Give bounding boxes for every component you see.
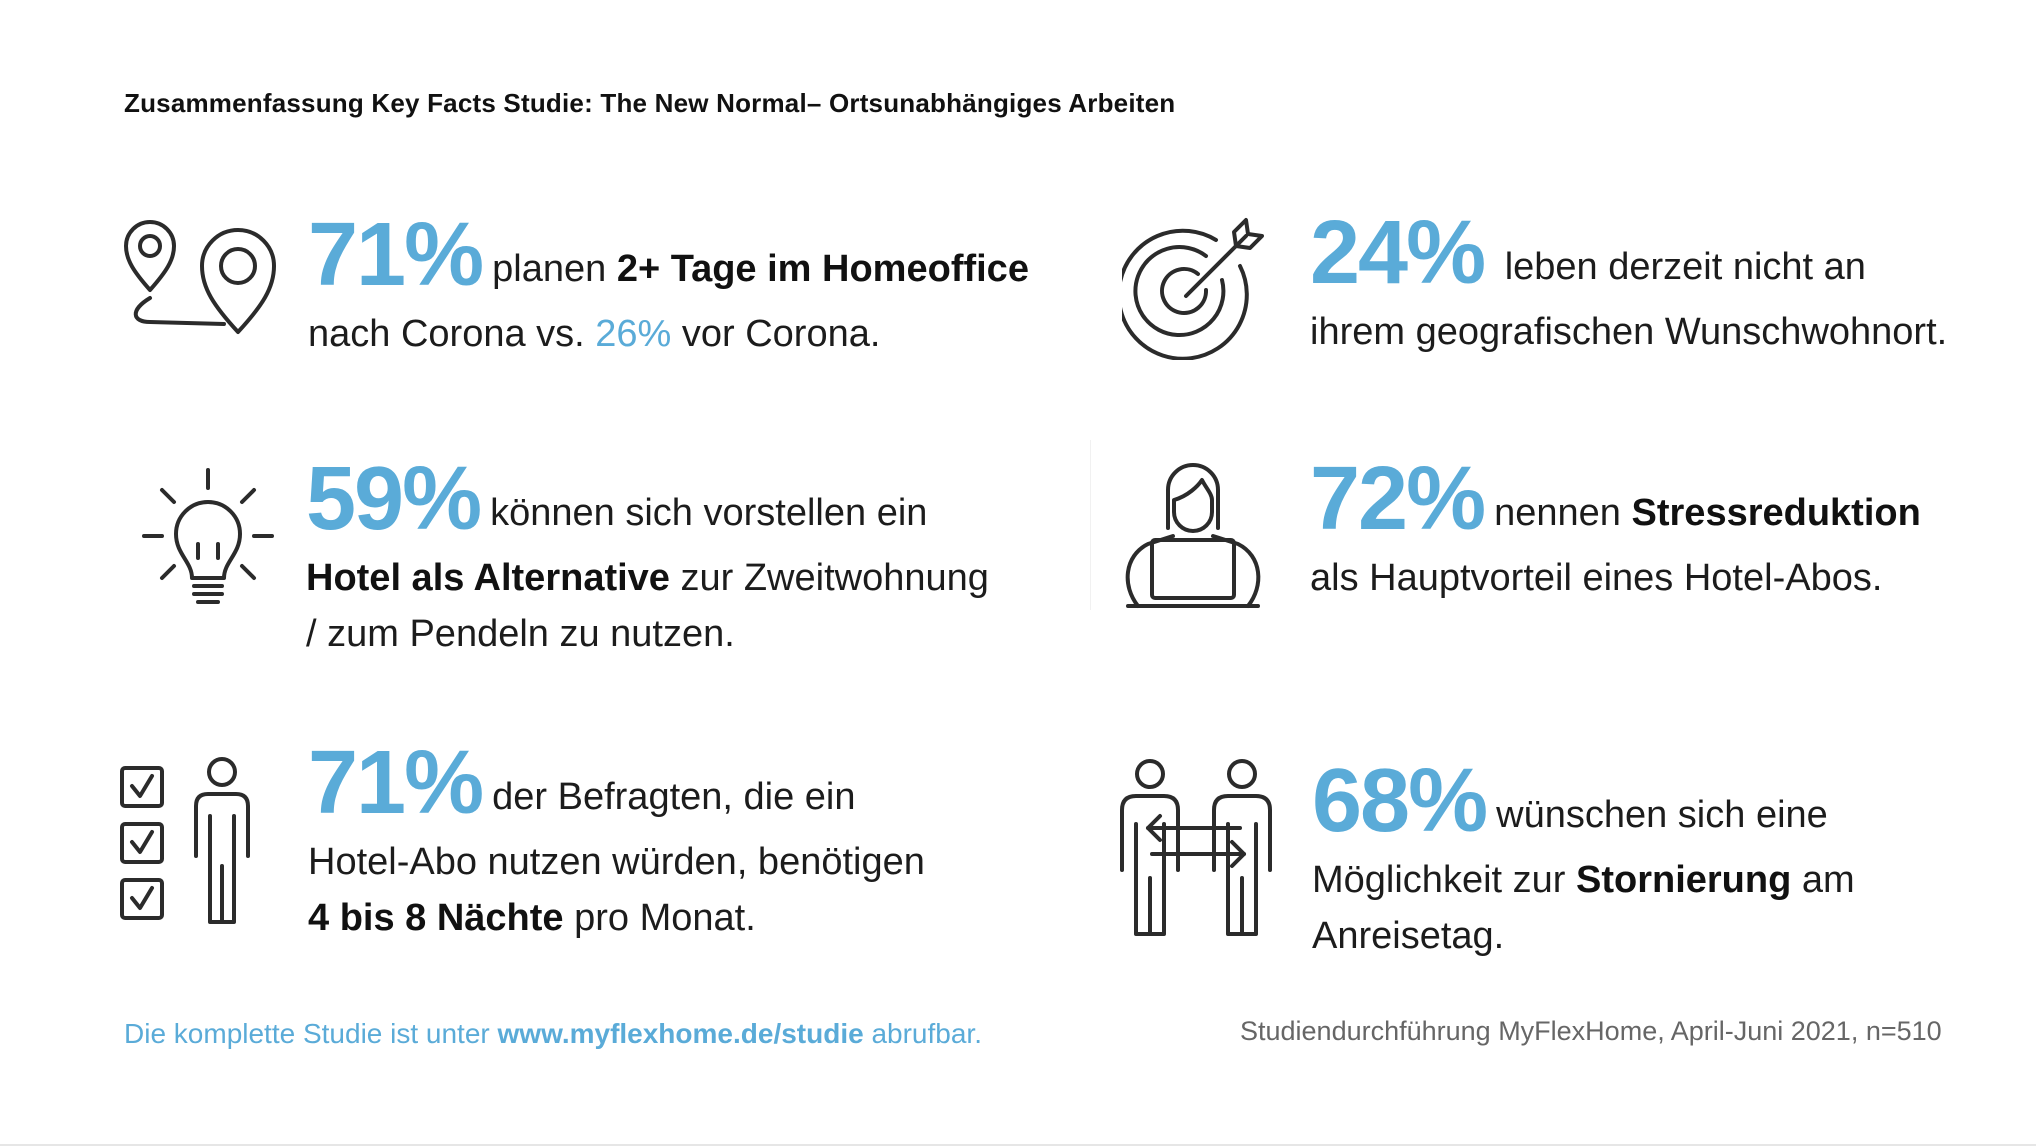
fact-text: wünschen sich eine (1496, 794, 1828, 836)
fact-text: nach Corona vs. (308, 313, 596, 355)
fact-text: als Hauptvorteil eines Hotel-Abos. (1310, 557, 1883, 599)
fact-highlight: Stornierung (1575, 859, 1792, 901)
footer-text: Die komplette Studie ist unter (124, 1018, 498, 1049)
people-exchange-icon (1108, 758, 1284, 938)
fact-hotel-alternative (306, 449, 989, 662)
fact-highlight: 2+ Tage im Homeoffice (616, 248, 1029, 290)
fact-text: leben derzeit nicht an (1494, 246, 1866, 288)
fact-text: Hotel-Abo nutzen würden, benötigen (308, 841, 925, 883)
fact-highlight: Stressreduktion (1631, 492, 1921, 534)
footer-study-link-note (124, 1018, 982, 1050)
fact-percent: 71% (308, 205, 483, 305)
fact-percent: 72% (1310, 449, 1485, 549)
target-arrow-icon (1122, 210, 1272, 360)
person-laptop-icon (1118, 456, 1268, 612)
fact-percent: 71% (308, 733, 483, 833)
lightbulb-icon (140, 466, 276, 612)
fact-wunschwohnort (1310, 203, 1948, 360)
page-title: Zusammenfassung Key Facts Studie: The New Normal– Ortsunabhängiges Arbeiten (124, 88, 1176, 118)
fact-percent: 68% (1312, 751, 1487, 851)
fact-text: zur Zweitwohnung (669, 557, 989, 599)
fact-text: der Befragten, die ein (492, 776, 856, 818)
footer-text: abrufbar. (863, 1018, 982, 1049)
fact-text: können sich vorstellen ein (490, 492, 928, 534)
fact-homeoffice (308, 205, 1029, 362)
study-link[interactable]: www.myflexhome.de/studie (497, 1018, 864, 1049)
fact-text: vor Corona. (671, 313, 881, 355)
fact-text: am (1791, 859, 1855, 901)
fact-text: Anreisetag. (1312, 915, 1505, 957)
fact-naechte (308, 733, 925, 946)
fact-highlight: 4 bis 8 Nächte (308, 897, 564, 939)
footer-study-info: Studiendurchführung MyFlexHome, April-Juni 2021, n=510 (1240, 1016, 1942, 1046)
fact-percent: 24% (1310, 203, 1485, 303)
fact-text: / zum Pendeln zu nutzen. (306, 613, 735, 655)
fact-percent: 59% (306, 449, 481, 549)
checklist-person-icon (118, 756, 268, 928)
fact-inline-percent: 26% (595, 313, 672, 355)
fact-text: nennen (1494, 492, 1632, 534)
fact-text: Möglichkeit zur (1312, 859, 1576, 901)
divider (1090, 440, 1091, 610)
fact-text: planen (492, 248, 617, 290)
fact-stornierung (1312, 751, 1855, 964)
fact-text: ihrem geografischen Wunschwohnort. (1310, 311, 1948, 353)
map-pins-route-icon (120, 218, 280, 338)
fact-highlight: Hotel als Alternative (306, 557, 670, 599)
fact-stressreduktion (1310, 449, 1921, 606)
fact-text: pro Monat. (563, 897, 756, 939)
